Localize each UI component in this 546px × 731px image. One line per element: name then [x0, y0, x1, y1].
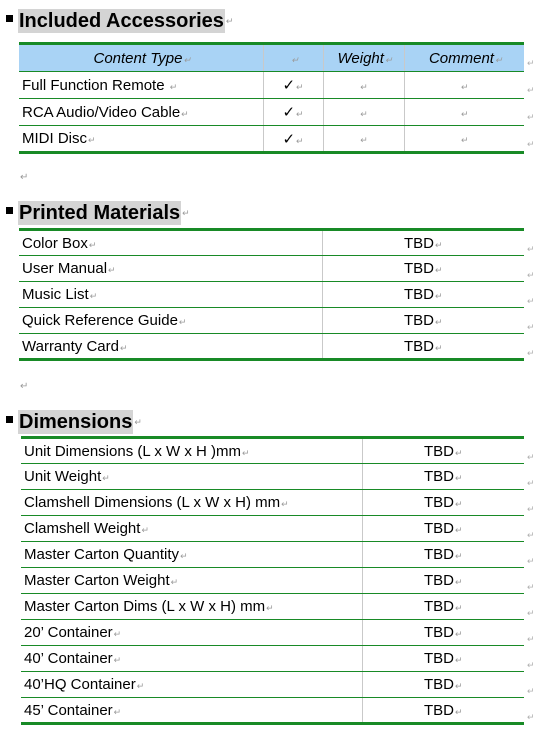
value-cell: TBD↵ [362, 490, 524, 516]
end-of-row-mark-icon: ↵ [527, 478, 535, 488]
table-row [21, 698, 524, 724]
table-row [21, 542, 524, 568]
value-cell: TBD↵ [362, 646, 524, 672]
table-row [21, 464, 524, 490]
weight-cell: ↵ [323, 126, 404, 153]
end-of-row-mark-icon: ↵ [527, 530, 535, 540]
column-header-comment: Comment↵ [404, 44, 524, 72]
table-row [21, 672, 524, 698]
value-cell: TBD↵ [362, 516, 524, 542]
table-row [19, 99, 524, 126]
end-of-row-mark-icon: ↵ [527, 58, 535, 68]
end-of-row-mark-icon: ↵ [527, 270, 535, 280]
accessories-table [19, 42, 524, 154]
paragraph-mark-icon: ↵ [134, 416, 142, 427]
item-cell: Clamshell Weight↵ [21, 516, 362, 542]
item-cell: 20’ Container↵ [21, 620, 362, 646]
included-cell: ✓↵ [263, 72, 323, 99]
item-cell: Warranty Card↵ [19, 334, 322, 360]
table-row [21, 620, 524, 646]
value-cell: TBD↵ [322, 282, 524, 308]
table-row [19, 282, 524, 308]
item-cell: 45’ Container↵ [21, 698, 362, 724]
column-header-weight: Weight↵ [323, 44, 404, 72]
paragraph-mark-icon: ↵ [225, 15, 234, 26]
table-row [21, 594, 524, 620]
table-row [21, 516, 524, 542]
content-type-cell: Full Function Remote ↵ [19, 72, 263, 99]
table-row [19, 230, 524, 256]
end-of-row-mark-icon: ↵ [527, 556, 535, 566]
printed-materials-table [19, 228, 524, 361]
comment-cell: ↵ [404, 126, 524, 153]
comment-cell: ↵ [404, 72, 524, 99]
end-of-row-mark-icon: ↵ [527, 322, 535, 332]
end-of-row-mark-icon: ↵ [527, 660, 535, 670]
accessories-heading [6, 8, 233, 34]
end-of-row-mark-icon: ↵ [527, 348, 535, 358]
value-cell: TBD↵ [362, 464, 524, 490]
column-header-included: ↵ [263, 44, 323, 72]
check-icon: ✓ [282, 104, 296, 121]
end-of-row-mark-icon: ↵ [527, 139, 535, 149]
end-of-row-mark-icon: ↵ [527, 608, 535, 618]
check-icon: ✓ [282, 130, 296, 148]
item-cell: Master Carton Quantity↵ [21, 542, 362, 568]
dimensions-heading [6, 409, 142, 435]
table-row [21, 646, 524, 672]
end-of-row-mark-icon: ↵ [527, 504, 535, 514]
item-cell: Master Carton Weight↵ [21, 568, 362, 594]
end-of-row-mark-icon: ↵ [527, 296, 535, 306]
table-row [21, 438, 524, 464]
dimensions-heading-text: Dimensions [19, 411, 133, 433]
value-cell: TBD↵ [362, 542, 524, 568]
item-cell: 40’HQ Container↵ [21, 672, 362, 698]
value-cell: TBD↵ [322, 334, 524, 360]
end-of-row-mark-icon: ↵ [527, 452, 535, 462]
item-cell: Unit Weight↵ [21, 464, 362, 490]
bullet-icon [6, 15, 13, 22]
content-type-cell: MIDI Disc↵ [19, 126, 263, 153]
accessories-header-row [19, 44, 524, 72]
table-row [19, 72, 524, 99]
end-of-row-mark-icon: ↵ [527, 244, 535, 254]
accessories-heading-text: Included Accessories [19, 10, 224, 32]
value-cell: TBD↵ [362, 438, 524, 464]
value-cell: TBD↵ [362, 620, 524, 646]
value-cell: TBD↵ [362, 672, 524, 698]
table-row [21, 490, 524, 516]
check-icon: ✓ [282, 77, 296, 94]
end-of-row-mark-icon: ↵ [527, 686, 535, 696]
paragraph-mark-icon: ↵ [182, 207, 190, 218]
table-row [19, 334, 524, 360]
content-type-cell: RCA Audio/Video Cable↵ [19, 99, 263, 126]
end-of-row-mark-icon: ↵ [527, 85, 535, 95]
end-of-row-mark-icon: ↵ [527, 634, 535, 644]
item-cell: Quick Reference Guide↵ [19, 308, 322, 334]
end-of-row-mark-icon: ↵ [527, 712, 535, 722]
end-of-row-mark-icon: ↵ [527, 582, 535, 592]
value-cell: TBD↵ [322, 256, 524, 282]
bullet-icon [6, 416, 13, 423]
weight-cell: ↵ [323, 72, 404, 99]
table-row [19, 256, 524, 282]
column-header-content-type: Content Type↵ [19, 44, 263, 72]
value-cell: TBD↵ [362, 698, 524, 724]
value-cell: TBD↵ [362, 568, 524, 594]
included-cell: ✓↵ [263, 126, 323, 153]
comment-cell: ↵ [404, 99, 524, 126]
included-cell: ✓↵ [263, 99, 323, 126]
item-cell: Unit Dimensions (L x W x H )mm↵ [21, 438, 362, 464]
end-of-row-mark-icon: ↵ [527, 112, 535, 122]
table-row [19, 308, 524, 334]
value-cell: TBD↵ [322, 308, 524, 334]
printed-heading-text: Printed Materials [19, 202, 181, 224]
printed-heading [6, 200, 190, 226]
item-cell: Color Box↵ [19, 230, 322, 256]
item-cell: User Manual↵ [19, 256, 322, 282]
bullet-icon [6, 207, 13, 214]
item-cell: Master Carton Dims (L x W x H) mm↵ [21, 594, 362, 620]
table-row [21, 568, 524, 594]
value-cell: TBD↵ [322, 230, 524, 256]
weight-cell: ↵ [323, 99, 404, 126]
paragraph-mark-icon: ↵ [20, 172, 29, 183]
dimensions-table [21, 436, 524, 725]
table-row [19, 126, 524, 153]
paragraph-mark-icon: ↵ [20, 381, 29, 392]
item-cell: Clamshell Dimensions (L x W x H) mm↵ [21, 490, 362, 516]
item-cell: Music List↵ [19, 282, 322, 308]
item-cell: 40’ Container↵ [21, 646, 362, 672]
value-cell: TBD↵ [362, 594, 524, 620]
